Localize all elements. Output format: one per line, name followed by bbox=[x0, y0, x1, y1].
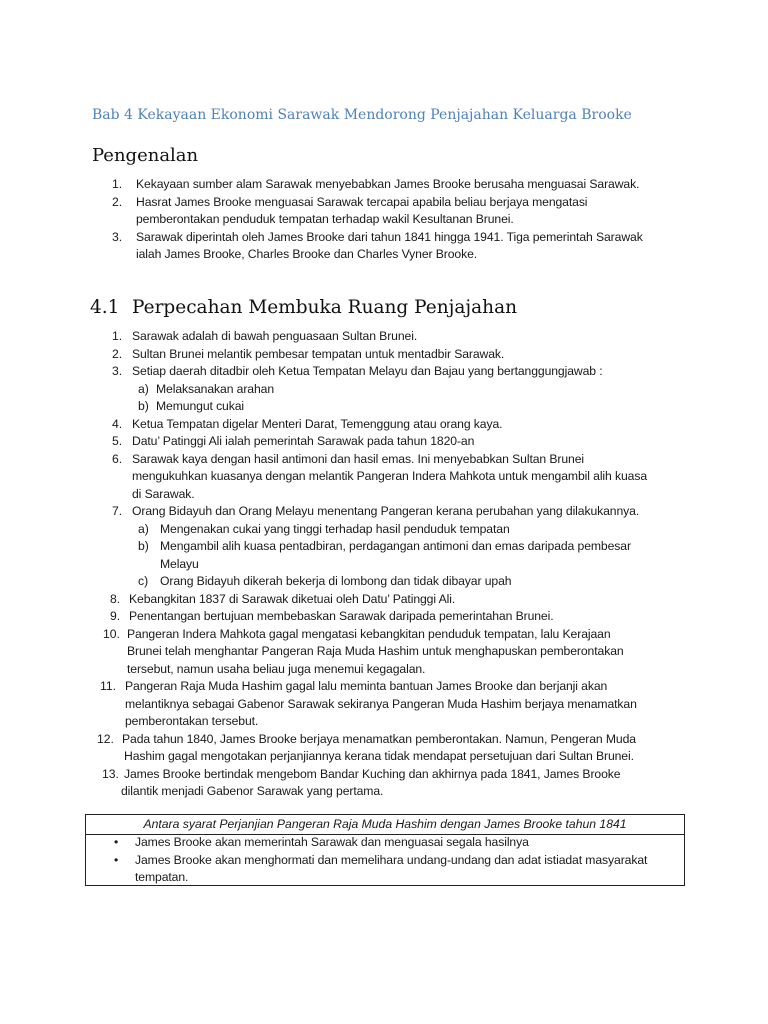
list-number: 3. bbox=[112, 229, 123, 244]
list-item: Orang Bidayuh dikerah bekerja di lombong dan tidak dibayar upah bbox=[160, 574, 512, 588]
sub-list-letter: b) bbox=[138, 539, 149, 553]
list-item: Brunei telah menghantar Pangeran Raja Muda Hashim untuk menghapuskan pemberontakan bbox=[127, 644, 624, 658]
chapter-title: Bab 4 Kekayaan Ekonomi Sarawak Mendorong Penjajahan Keluarga Brooke bbox=[92, 107, 632, 123]
list-number: 3. bbox=[112, 364, 123, 378]
treaty-term: James Brooke akan menghormati dan memelihara undang-undang dan adat istiadat masyarakat bbox=[135, 852, 648, 867]
list-item: ialah James Brooke, Charles Brooke dan Charles Vyner Brooke. bbox=[136, 247, 478, 261]
list-item: Sarawak adalah di bawah penguasaan Sultan Brunei. bbox=[132, 329, 418, 343]
sub-list-letter: a) bbox=[138, 381, 149, 396]
list-item: dilantik menjadi Gabenor Sarawak yang pertama. bbox=[121, 784, 384, 798]
bullet-icon: • bbox=[114, 835, 119, 849]
list-item: tersebut, namun usaha beliau juga menemui kegagalan. bbox=[127, 661, 426, 676]
list-item: Pangeran Indera Mahkota gagal mengatasi kebangkitan penduduk tempatan, lalu Kerajaan bbox=[127, 626, 611, 641]
list-item: Pangeran Raja Muda Hashim gagal lalu meminta bantuan James Brooke dan berjanji akan bbox=[125, 679, 608, 693]
list-number: 6. bbox=[112, 451, 123, 466]
list-item: Kebangkitan 1837 di Sarawak diketuai oleh Datu’ Patinggi Ali. bbox=[129, 591, 456, 606]
list-item: Sarawak diperintah oleh James Brooke dari tahun 1841 hingga 1941. Tiga pemerintah Sarawak bbox=[136, 229, 643, 244]
bullet-icon: • bbox=[114, 852, 119, 867]
list-item: Datu’ Patinggi Ali ialah pemerintah Sarawak pada tahun 1820-an bbox=[132, 434, 475, 448]
treaty-box-header: Antara syarat Perjanjian Pangeran Raja Muda Hashim dengan James Brooke tahun 1841 bbox=[86, 815, 684, 835]
list-item: melantiknya sebagai Gabenor Sarawak sekiranya Pangeran Muda Hashim berjaya menamatkan bbox=[125, 696, 637, 711]
intro-heading: Pengenalan bbox=[92, 145, 199, 166]
list-item: Hashim gagal mengotakan perjanjiannya kerana tidak mendapat persetujuan dari Sultan Brunei. bbox=[124, 749, 634, 763]
list-item: mengukuhkan kuasanya dengan melantik Pangeran Indera Mahkota untuk mengambil alih kuasa bbox=[132, 469, 648, 483]
list-item: Hasrat James Brooke menguasai Sarawak tercapai apabila beliau berjaya mengatasi bbox=[136, 194, 588, 209]
list-item: Memungut cukai bbox=[156, 399, 245, 413]
list-item: James Brooke bertindak mengebom Bandar Kuching dan akhirnya pada 1841, James Brooke bbox=[124, 766, 621, 781]
list-item: Orang Bidayuh dan Orang Melayu menentang Pangeran kerana perubahan yang dilakukannya. bbox=[132, 504, 640, 518]
list-number: 8. bbox=[110, 591, 121, 606]
list-item: Ketua Tempatan digelar Menteri Darat, Temenggung atau orang kaya. bbox=[132, 416, 503, 431]
treaty-term: James Brooke akan memerintah Sarawak dan menguasai segala hasilnya bbox=[135, 835, 529, 849]
list-item: pemberontakan penduduk tempatan terhadap wakil Kesultanan Brunei. bbox=[136, 212, 514, 226]
list-number: 5. bbox=[112, 434, 123, 448]
list-number: 10. bbox=[103, 626, 120, 641]
sub-list-letter: a) bbox=[138, 521, 149, 536]
list-item: Penentangan bertujuan membebaskan Sarawak daripada pemerintahan Brunei. bbox=[129, 609, 554, 623]
sub-list-letter: b) bbox=[138, 399, 149, 413]
list-item: di Sarawak. bbox=[132, 486, 195, 501]
list-item: Mengenakan cukai yang tinggi terhadap hasil penduduk tempatan bbox=[160, 521, 510, 536]
list-number: 2. bbox=[112, 346, 123, 361]
list-number: 13. bbox=[102, 766, 119, 781]
list-number: 2. bbox=[112, 194, 123, 209]
treaty-box bbox=[85, 814, 685, 886]
list-number: 1. bbox=[112, 177, 123, 191]
list-item: Mengambil alih kuasa pentadbiran, perdagangan antimoni dan emas daripada pembesar bbox=[160, 539, 631, 553]
sub-list-letter: c) bbox=[138, 574, 149, 588]
list-number: 7. bbox=[112, 504, 123, 518]
list-item: Pada tahun 1840, James Brooke berjaya menamatkan pemberontakan. Namun, Pengeran Muda bbox=[122, 731, 636, 746]
list-number: 11. bbox=[100, 679, 117, 693]
section-title: Perpecahan Membuka Ruang Penjajahan bbox=[132, 297, 518, 318]
list-number: 9. bbox=[110, 609, 121, 623]
list-item: Setiap daerah ditadbir oleh Ketua Tempatan Melayu dan Bajau yang bertanggungjawab : bbox=[132, 364, 603, 378]
list-number: 1. bbox=[112, 329, 123, 343]
treaty-term: tempatan. bbox=[135, 870, 189, 884]
list-item: Melaksanakan arahan bbox=[156, 381, 275, 396]
list-number: 12. bbox=[97, 731, 114, 746]
list-item: pemberontakan tersebut. bbox=[125, 714, 259, 728]
list-item: Sultan Brunei melantik pembesar tempatan untuk mentadbir Sarawak. bbox=[132, 346, 505, 361]
section-heading bbox=[90, 297, 517, 318]
list-number: 4. bbox=[112, 416, 123, 431]
section-number: 4.1 bbox=[90, 297, 120, 318]
list-item: Sarawak kaya dengan hasil antimoni dan hasil emas. Ini menyebabkan Sultan Brunei bbox=[132, 451, 585, 466]
list-item: Kekayaan sumber alam Sarawak menyebabkan James Brooke berusaha menguasai Sarawak. bbox=[136, 177, 640, 191]
list-item: Melayu bbox=[160, 556, 199, 571]
